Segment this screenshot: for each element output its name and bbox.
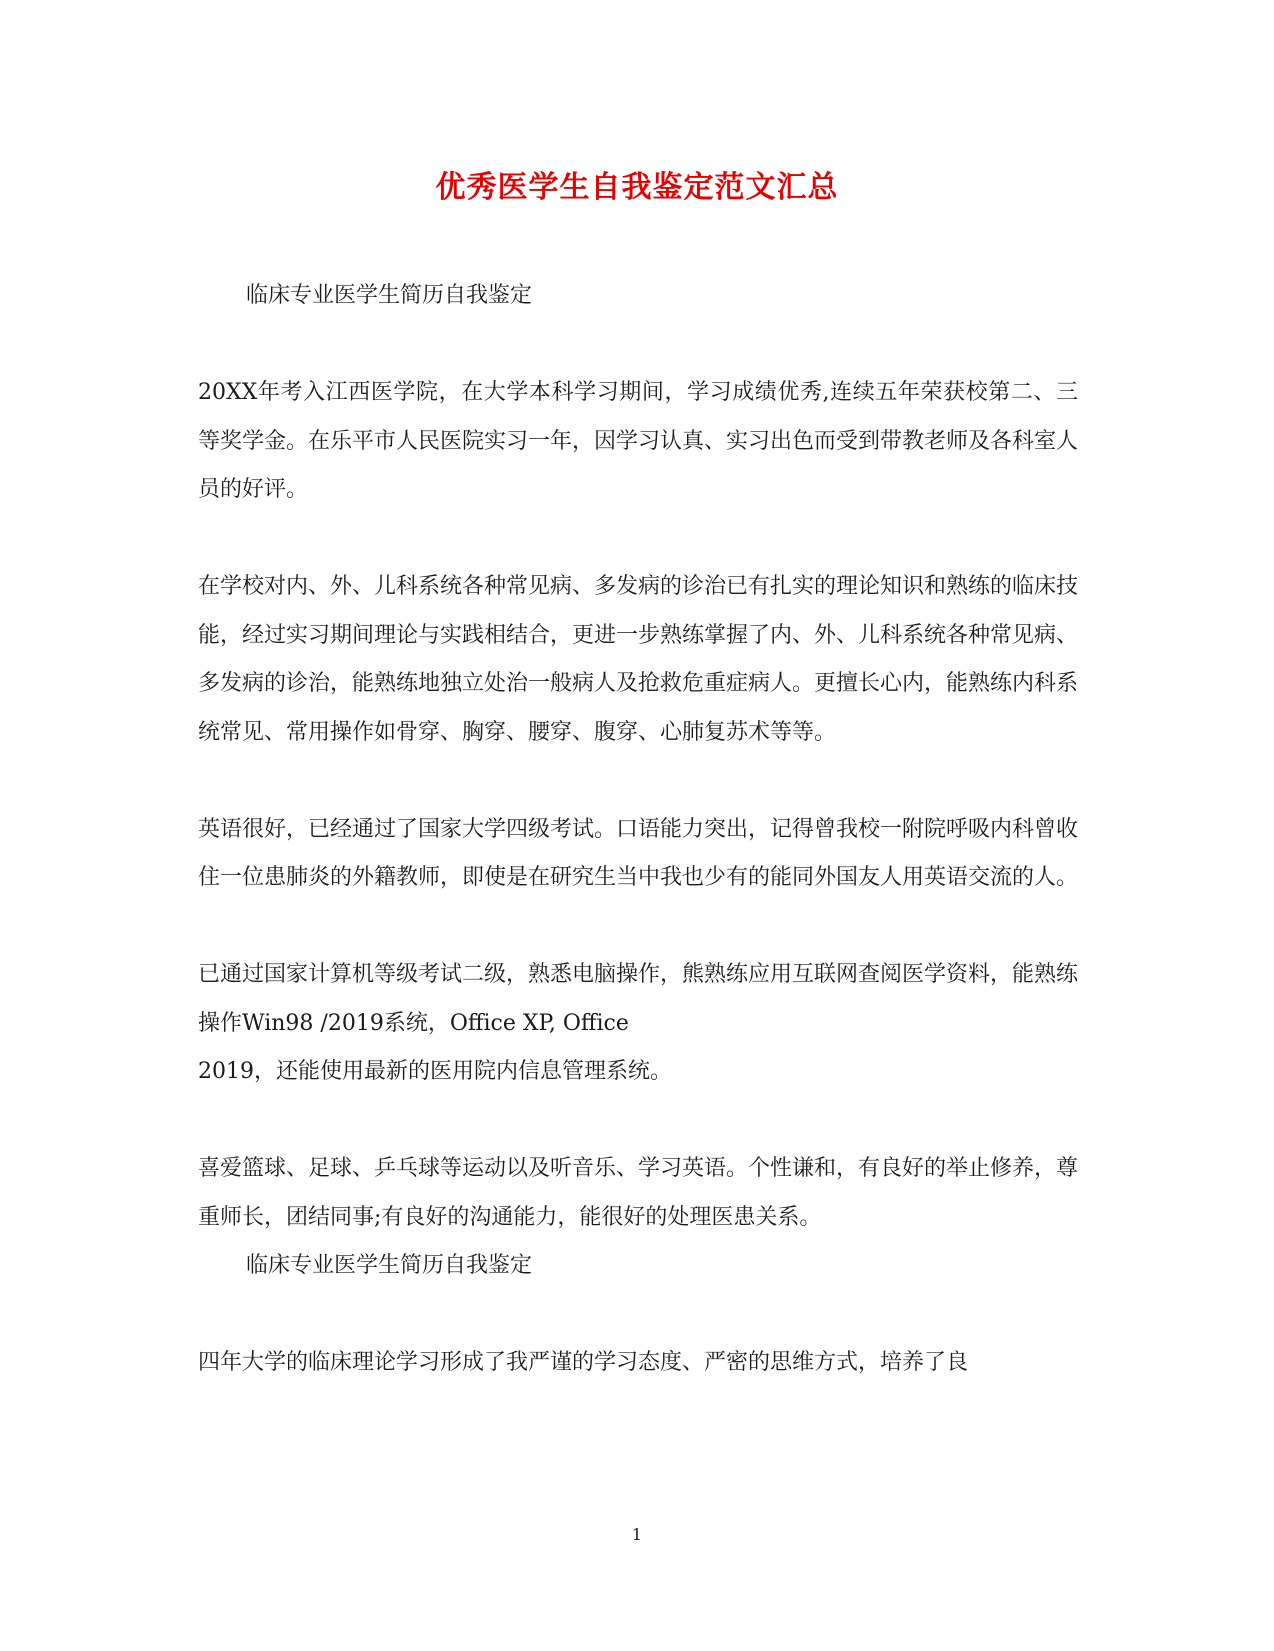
paragraph-gap: [198, 515, 1078, 564]
paragraph-gap: [198, 1097, 1078, 1146]
paragraph-computer-1: 已通过国家计算机等级考试二级，熟悉电脑操作，熊熟练应用互联网查阅医学资料，能熟练操作Win98 /2019系统，Office XP, Office: [198, 962, 1079, 1036]
paragraph-hobbies: 喜爱篮球、足球、乒乓球等运动以及听音乐、学习英语。个性谦和，有良好的举止修养，尊重师长，团结同事;有良好的沟通能力，能很好的处理医患关系。: [198, 1156, 1079, 1230]
paragraph-gap: [198, 321, 1078, 370]
page-number: 1: [631, 1525, 643, 1544]
section-heading: 临床专业医学生简历自我鉴定: [246, 283, 533, 308]
paragraph-education: 20XX年考入江西医学院，在大学本科学习期间，学习成绩优秀,连续五年荣获校第二、三等奖学金。在乐平市人民医院实习一年，因学习认真、实习出色而受到带教老师及各科室人员的好评。: [198, 380, 1079, 502]
paragraph-english: 英语很好，已经通过了国家大学四级考试。口语能力突出，记得曾我校一附院呼吸内科曾收住一位患肺炎的外籍教师，即使是在研究生当中我也少有的能同外国友人用英语交流的人。: [198, 816, 1079, 890]
document-title: 优秀医学生自我鉴定范文汇总: [435, 170, 839, 205]
section-heading: 临床专业医学生简历自我鉴定: [246, 1253, 533, 1278]
paragraph-computer-2: 2019，还能使用最新的医用院内信息管理系统。: [198, 1059, 672, 1084]
paragraph-clinical-skills: 在学校对内、外、儿科系统各种常见病、多发病的诊治已有扎实的理论知识和熟练的临床技能，经过实习期间理论与实践相结合，更进一步熟练掌握了内、外、儿科系统各种常见病、多发病的诊治，能熟练地独立处治一般病人及抢救危重症病人。更擅长心内，能熟练内科系统常见、常用操作如骨穿、胸穿、腰穿、腹穿、心肺复苏术等等。: [198, 574, 1079, 745]
paragraph-gap: [198, 1291, 1078, 1340]
paragraph-theory: 四年大学的临床理论学习形成了我严谨的学习态度、严密的思维方式，培养了良: [198, 1350, 969, 1375]
paragraph-gap: [198, 903, 1078, 952]
paragraph-gap: [198, 757, 1078, 806]
document-body: [198, 272, 1078, 1388]
